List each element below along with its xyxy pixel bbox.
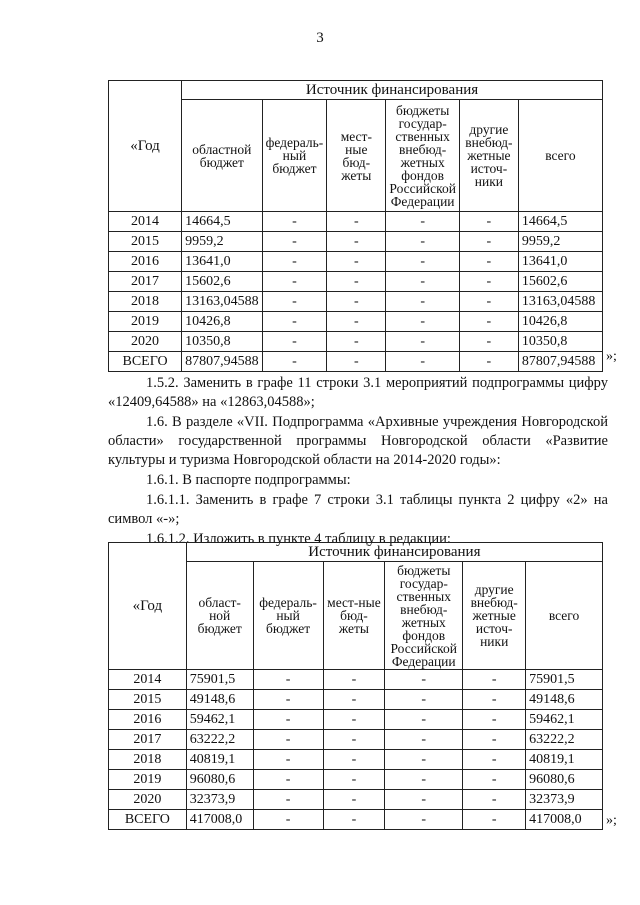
table-row — [109, 212, 603, 232]
other-sources-cell: - — [463, 670, 526, 690]
table-2-closing-mark: »; — [606, 813, 617, 828]
federal-budget-cell: - — [262, 212, 327, 232]
federal-budget-cell: - — [253, 790, 323, 810]
total-cell: 49148,6 — [526, 690, 603, 710]
regional-budget-cell: 75901,5 — [186, 670, 253, 690]
federal-budget-cell: - — [262, 332, 327, 352]
paragraph-1-6-1-1: 1.6.1.1. Заменить в графе 7 строки 3.1 таблицы пункта 2 цифру «2» на символ «-»; — [108, 492, 608, 527]
federal-budget-cell: - — [253, 730, 323, 750]
col-regional-header: областной бюджет — [182, 100, 263, 212]
extrabudgetary-funds-cell: - — [386, 332, 460, 352]
regional-budget-cell: 13641,0 — [182, 252, 263, 272]
federal-budget-cell: - — [253, 750, 323, 770]
extrabudgetary-funds-cell: - — [385, 810, 463, 830]
local-budget-cell: - — [327, 252, 386, 272]
local-budget-cell: - — [327, 232, 386, 252]
regional-budget-cell: 9959,2 — [182, 232, 263, 252]
table-row — [109, 312, 603, 332]
financing-table-1 — [108, 80, 603, 372]
local-budget-cell: - — [323, 670, 385, 690]
local-budget-cell: - — [323, 730, 385, 750]
total-cell: 87807,94588 — [518, 352, 602, 372]
extrabudgetary-funds-cell: - — [386, 252, 460, 272]
local-budget-cell: - — [327, 292, 386, 312]
federal-budget-cell: - — [253, 810, 323, 830]
regional-budget-cell: 40819,1 — [186, 750, 253, 770]
federal-budget-cell: - — [262, 352, 327, 372]
table-row — [109, 272, 603, 292]
year-cell: ВСЕГО — [109, 810, 187, 830]
federal-budget-cell: - — [262, 232, 327, 252]
col-total-header: всего — [526, 562, 603, 670]
extrabudgetary-funds-cell: - — [386, 212, 460, 232]
table-row — [109, 730, 603, 750]
other-sources-cell: - — [459, 252, 518, 272]
other-sources-cell: - — [459, 232, 518, 252]
total-cell: 15602,6 — [518, 272, 602, 292]
extrabudgetary-funds-cell: - — [386, 292, 460, 312]
extrabudgetary-funds-cell: - — [385, 710, 463, 730]
table-row — [109, 810, 603, 830]
other-sources-cell: - — [463, 730, 526, 750]
table-row — [109, 352, 603, 372]
year-header: «Год — [109, 81, 182, 212]
local-budget-cell: - — [327, 212, 386, 232]
regional-budget-cell: 63222,2 — [186, 730, 253, 750]
federal-budget-cell: - — [262, 252, 327, 272]
regional-budget-cell: 49148,6 — [186, 690, 253, 710]
total-cell: 417008,0 — [526, 810, 603, 830]
federal-budget-cell: - — [262, 312, 327, 332]
other-sources-cell: - — [463, 790, 526, 810]
paragraph-1-5-2: 1.5.2. Заменить в графе 11 строки 3.1 мероприятий подпрограммы цифру «12409,64588» на «12863,04588»; — [108, 375, 608, 410]
year-cell: 2018 — [109, 750, 187, 770]
other-sources-cell: - — [459, 312, 518, 332]
regional-budget-cell: 59462,1 — [186, 710, 253, 730]
extrabudgetary-funds-cell: - — [386, 352, 460, 372]
local-budget-cell: - — [323, 690, 385, 710]
total-cell: 13641,0 — [518, 252, 602, 272]
regional-budget-cell: 417008,0 — [186, 810, 253, 830]
extrabudgetary-funds-cell: - — [386, 272, 460, 292]
federal-budget-cell: - — [253, 670, 323, 690]
local-budget-cell: - — [323, 810, 385, 830]
table-row — [109, 770, 603, 790]
total-cell: 40819,1 — [526, 750, 603, 770]
year-cell: 2017 — [109, 730, 187, 750]
total-cell: 14664,5 — [518, 212, 602, 232]
year-cell: 2019 — [109, 770, 187, 790]
year-cell: 2017 — [109, 272, 182, 292]
other-sources-cell: - — [459, 272, 518, 292]
col-funds-header: бюджеты государ-ственных внебюд-жетных фондов Российской Федерации — [386, 100, 460, 212]
year-cell: 2019 — [109, 312, 182, 332]
local-budget-cell: - — [323, 770, 385, 790]
federal-budget-cell: - — [262, 272, 327, 292]
extrabudgetary-funds-cell: - — [385, 770, 463, 790]
regional-budget-cell: 96080,6 — [186, 770, 253, 790]
other-sources-cell: - — [459, 332, 518, 352]
year-cell: 2020 — [109, 332, 182, 352]
total-cell: 10426,8 — [518, 312, 602, 332]
local-budget-cell: - — [327, 352, 386, 372]
extrabudgetary-funds-cell: - — [385, 750, 463, 770]
local-budget-cell: - — [327, 332, 386, 352]
col-funds-header: бюджеты государ-ственных внебюд-жетных фондов Российской Федерации — [385, 562, 463, 670]
local-budget-cell: - — [327, 312, 386, 332]
year-cell: 2018 — [109, 292, 182, 312]
table-row — [109, 252, 603, 272]
table-row — [109, 292, 603, 312]
year-cell: 2014 — [109, 670, 187, 690]
total-cell: 13163,04588 — [518, 292, 602, 312]
regional-budget-cell: 87807,94588 — [182, 352, 263, 372]
year-cell: ВСЕГО — [109, 352, 182, 372]
year-cell: 2020 — [109, 790, 187, 810]
extrabudgetary-funds-cell: - — [385, 730, 463, 750]
other-sources-cell: - — [459, 352, 518, 372]
total-cell: 9959,2 — [518, 232, 602, 252]
total-cell: 63222,2 — [526, 730, 603, 750]
regional-budget-cell: 32373,9 — [186, 790, 253, 810]
table-row — [109, 332, 603, 352]
regional-budget-cell: 15602,6 — [182, 272, 263, 292]
year-header: «Год — [109, 543, 187, 670]
col-federal-header: федераль-ный бюджет — [262, 100, 327, 212]
other-sources-cell: - — [463, 810, 526, 830]
local-budget-cell: - — [323, 710, 385, 730]
col-total-header: всего — [518, 100, 602, 212]
other-sources-cell: - — [459, 292, 518, 312]
col-federal-header: федераль-ный бюджет — [253, 562, 323, 670]
regional-budget-cell: 10426,8 — [182, 312, 263, 332]
other-sources-cell: - — [463, 690, 526, 710]
col-local-header: мест-ные бюд-жеты — [323, 562, 385, 670]
paragraph-1-6-1-2: 1.6.1.2. Изложить в пункте 4 таблицу в редакции: — [146, 531, 451, 547]
table-row — [109, 232, 603, 252]
extrabudgetary-funds-cell: - — [386, 232, 460, 252]
col-other-header: другие внебюд-жетные источ-ники — [463, 562, 526, 670]
extrabudgetary-funds-cell: - — [385, 790, 463, 810]
col-other-header: другие внебюд-жетные источ-ники — [459, 100, 518, 212]
total-cell: 75901,5 — [526, 670, 603, 690]
federal-budget-cell: - — [253, 690, 323, 710]
local-budget-cell: - — [323, 750, 385, 770]
year-cell: 2014 — [109, 212, 182, 232]
table-1-closing-mark: »; — [606, 349, 617, 364]
year-cell: 2015 — [109, 232, 182, 252]
total-cell: 96080,6 — [526, 770, 603, 790]
extrabudgetary-funds-cell: - — [386, 312, 460, 332]
table-row — [109, 750, 603, 770]
extrabudgetary-funds-cell: - — [385, 670, 463, 690]
col-regional-header: област-ной бюджет — [186, 562, 253, 670]
total-cell: 59462,1 — [526, 710, 603, 730]
table-row — [109, 790, 603, 810]
federal-budget-cell: - — [262, 292, 327, 312]
other-sources-cell: - — [463, 710, 526, 730]
page-number: 3 — [316, 30, 324, 46]
total-cell: 10350,8 — [518, 332, 602, 352]
other-sources-cell: - — [459, 212, 518, 232]
other-sources-cell: - — [463, 770, 526, 790]
paragraph-1-6: 1.6. В разделе «VII. Подпрограмма «Архивные учреждения Новгородской области» государственной программы Новгородской области «Развитие культуры и туризма Новгородской области на 2014-2020 годы»: — [108, 414, 608, 468]
local-budget-cell: - — [327, 272, 386, 292]
other-sources-cell: - — [463, 750, 526, 770]
regional-budget-cell: 14664,5 — [182, 212, 263, 232]
financing-table-2 — [108, 542, 603, 830]
regional-budget-cell: 13163,04588 — [182, 292, 263, 312]
source-header: Источник финансирования — [186, 543, 602, 562]
year-cell: 2015 — [109, 690, 187, 710]
total-cell: 32373,9 — [526, 790, 603, 810]
extrabudgetary-funds-cell: - — [385, 690, 463, 710]
regional-budget-cell: 10350,8 — [182, 332, 263, 352]
table-row — [109, 670, 603, 690]
local-budget-cell: - — [323, 790, 385, 810]
table-row — [109, 710, 603, 730]
source-header: Источник финансирования — [182, 81, 603, 100]
year-cell: 2016 — [109, 710, 187, 730]
federal-budget-cell: - — [253, 710, 323, 730]
paragraph-1-6-1: 1.6.1. В паспорте подпрограммы: — [146, 472, 351, 488]
federal-budget-cell: - — [253, 770, 323, 790]
col-local-header: мест-ные бюд-жеты — [327, 100, 386, 212]
year-cell: 2016 — [109, 252, 182, 272]
table-row — [109, 690, 603, 710]
